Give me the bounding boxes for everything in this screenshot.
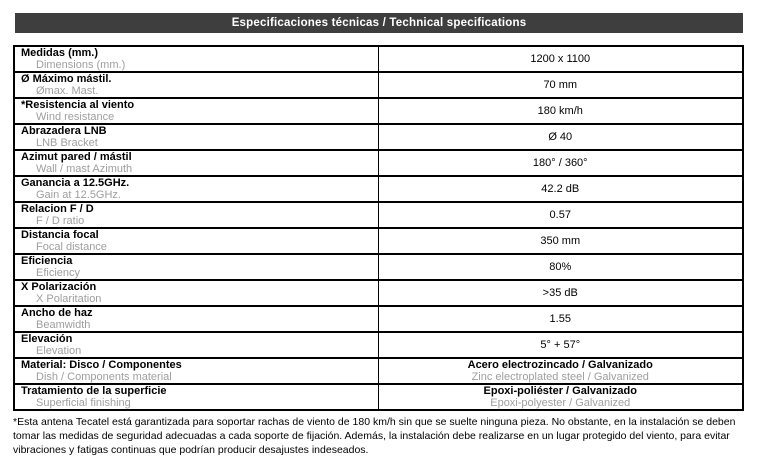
spec-value-cell bbox=[378, 306, 743, 332]
spec-label-cell bbox=[14, 228, 378, 254]
spec-label-en: Gain at 12.5GHz. bbox=[36, 189, 121, 201]
spec-label-es: Relacion F / D bbox=[21, 203, 94, 215]
spec-label-cell bbox=[14, 46, 378, 72]
spec-label-es: Material: Disco / Componentes bbox=[21, 359, 182, 371]
spec-label-en: F / D ratio bbox=[36, 215, 85, 227]
page-title: Especificaciones técnicas / Technical specifications bbox=[231, 17, 527, 29]
spec-label-es: Elevación bbox=[21, 333, 73, 345]
spec-label-cell bbox=[14, 358, 378, 384]
spec-value-cell bbox=[378, 384, 743, 410]
spec-label-en: Wall / mast Azimuth bbox=[36, 163, 133, 175]
table-row bbox=[14, 124, 743, 150]
table-row bbox=[14, 228, 743, 254]
spec-label-es: Medidas (mm.) bbox=[21, 47, 99, 59]
spec-label-cell bbox=[14, 124, 378, 150]
spec-label-es: X Polarización bbox=[21, 281, 97, 293]
spec-label-en: Elevation bbox=[36, 345, 82, 357]
table-row bbox=[14, 98, 743, 124]
spec-label-es: Ancho de haz bbox=[21, 307, 93, 319]
spec-value-cell bbox=[378, 46, 743, 72]
spec-value-cell bbox=[378, 202, 743, 228]
spec-label-cell bbox=[14, 98, 378, 124]
spec-value-cell bbox=[378, 176, 743, 202]
spec-label-cell bbox=[14, 176, 378, 202]
spec-label-en: Beamwidth bbox=[36, 319, 91, 331]
spec-value-cell bbox=[378, 254, 743, 280]
spec-value-cell bbox=[378, 332, 743, 358]
spec-label-es: Azimut pared / mástil bbox=[21, 151, 132, 163]
spec-label-en: Focal distance bbox=[36, 241, 107, 253]
spec-value: 1.55 bbox=[549, 313, 571, 325]
spec-value-cell bbox=[378, 280, 743, 306]
specifications-table bbox=[13, 45, 744, 411]
spec-value-cell bbox=[378, 228, 743, 254]
spec-label-en: Superficial finishing bbox=[36, 397, 131, 409]
spec-label-en: Dish / Components material bbox=[36, 371, 172, 383]
table-row bbox=[14, 150, 743, 176]
spec-value: 70 mm bbox=[543, 79, 578, 91]
spec-value: 42.2 dB bbox=[541, 183, 580, 195]
spec-value: Epoxi-poliéster / Galvanizado bbox=[483, 385, 637, 397]
spec-value: 180 km/h bbox=[537, 105, 583, 117]
spec-label-cell bbox=[14, 306, 378, 332]
spec-label-cell bbox=[14, 384, 378, 410]
warranty-footnote: *Esta antena Tecatel está garantizada para soportar rachas de viento de 180 km/h sin que se suelte ninguna pieza. No obstante, en la instalación se deben tomar las medidas de seguridad adecuadas a cada soporte de fijación. Además, la instalación debe realizarse en un lugar protegido del viento, para evitar vibraciones y fatigas continuas que podrían producir desajustes indeseados. bbox=[13, 416, 736, 456]
spec-label-es: Ø Máximo mástil. bbox=[21, 73, 112, 85]
spec-value: 1200 x 1100 bbox=[530, 53, 591, 65]
spec-label-en: Ømax. Mast. bbox=[36, 85, 99, 97]
spec-value: 5° + 57° bbox=[540, 339, 581, 351]
spec-label-es: Ganancia a 12.5GHz. bbox=[21, 177, 130, 189]
spec-label-es: Distancia focal bbox=[21, 229, 99, 241]
spec-value-cell bbox=[378, 98, 743, 124]
table-row bbox=[14, 46, 743, 72]
section-header-bar bbox=[15, 13, 743, 33]
spec-value-cell bbox=[378, 124, 743, 150]
spec-label-cell bbox=[14, 72, 378, 98]
table-row bbox=[14, 332, 743, 358]
spec-label-cell bbox=[14, 150, 378, 176]
table-row bbox=[14, 358, 743, 384]
spec-label-cell bbox=[14, 332, 378, 358]
spec-label-es: Abrazadera LNB bbox=[21, 125, 107, 137]
spec-value: 180° / 360° bbox=[532, 157, 588, 169]
table-row bbox=[14, 384, 743, 410]
spec-label-en: X Polaritation bbox=[36, 293, 102, 305]
table-row bbox=[14, 72, 743, 98]
spec-label-en: Eficiency bbox=[36, 267, 81, 279]
spec-value-cell bbox=[378, 358, 743, 384]
spec-label-en: Wind resistance bbox=[36, 111, 115, 123]
spec-label-es: Tratamiento de la superficie bbox=[21, 385, 167, 397]
spec-value-en: Zinc electroplated steel / Galvanized bbox=[471, 371, 649, 383]
spec-label-cell bbox=[14, 280, 378, 306]
spec-value-cell bbox=[378, 150, 743, 176]
spec-value: Ø 40 bbox=[548, 131, 573, 143]
table-row bbox=[14, 176, 743, 202]
spec-value: Acero electrozincado / Galvanizado bbox=[467, 359, 653, 371]
spec-label-en: LNB Bracket bbox=[36, 137, 98, 149]
spec-value-en: Epoxi-polyester / Galvanized bbox=[490, 397, 631, 409]
table-row bbox=[14, 202, 743, 228]
spec-value: >35 dB bbox=[542, 287, 578, 299]
table-row bbox=[14, 254, 743, 280]
spec-value: 80% bbox=[549, 261, 572, 273]
spec-label-cell bbox=[14, 254, 378, 280]
spec-value: 0.57 bbox=[549, 209, 571, 221]
spec-value-cell bbox=[378, 72, 743, 98]
table-row bbox=[14, 280, 743, 306]
spec-value: 350 mm bbox=[540, 235, 581, 247]
spec-label-es: Eficiencia bbox=[21, 255, 73, 267]
spec-label-cell bbox=[14, 202, 378, 228]
table-row bbox=[14, 306, 743, 332]
spec-label-es: *Resistencia al viento bbox=[21, 99, 135, 111]
spec-label-en: Dimensions (mm.) bbox=[36, 59, 126, 71]
